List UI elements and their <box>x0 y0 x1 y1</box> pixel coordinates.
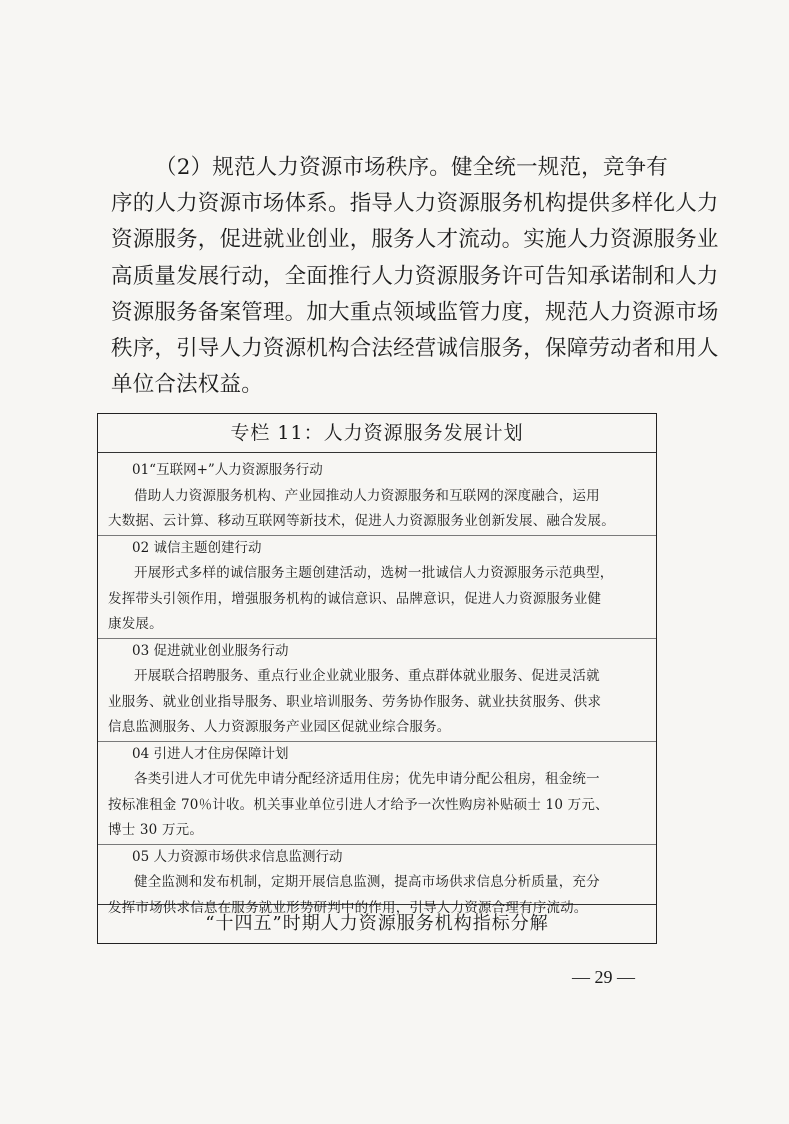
item-text-line: 业服务、就业创业指导服务、职业培训服务、劳务协作服务、就业扶贫服务、供求 <box>108 693 602 710</box>
item-text-line: 大数据、云计算、移动互联网等新技术，促进人力资源服务业创新发展、融合发展。 <box>108 513 615 529</box>
item-heading: 01“互联网+”人力资源服务行动 <box>132 462 323 478</box>
paragraph-line: 高质量发展行动，全面推行人力资源服务许可告知承诺制和人力 <box>111 263 719 289</box>
column-footer-heading: “十四五”时期人力资源服务机构指标分解 <box>205 913 549 934</box>
item-text-line: 开展形式多样的诚信服务主题创建活动，选树一批诚信人力资源服务示范典型， <box>134 565 614 581</box>
item-heading: 03 促进就业创业服务行动 <box>132 642 289 659</box>
item-text-line: 信息监测服务、人力资源服务产业园区促就业综合服务。 <box>108 719 451 735</box>
item-heading: 02 诚信主题创建行动 <box>132 539 262 556</box>
item-text-line: 开展联合招聘服务、重点行业企业就业服务、重点群体就业服务、促进灵活就 <box>134 668 600 684</box>
column-title: 专栏 11：人力资源服务发展计划 <box>98 414 656 453</box>
item-heading: 04 引进人才住房保障计划 <box>132 745 289 762</box>
item-text-line: 借助人力资源服务机构、产业园推动人力资源服务和互联网的深度融合，运用 <box>134 487 600 504</box>
paragraph-line: （2）规范人力资源市场秩序。健全统一规范，竞争有 <box>155 155 668 180</box>
item-heading: 05 人力资源市场供求信息监测行动 <box>132 848 343 865</box>
item-text-line: 各类引进人才可优先申请分配经济适用住房；优先申请分配公租房，租金统一 <box>134 771 600 787</box>
item-text-line: 健全监测和发布机制，定期开展信息监测，提高市场供求信息分析质量，充分 <box>134 874 600 890</box>
page-number: — 29 — <box>572 967 635 987</box>
paragraph-line: 秩序，引导人力资源机构合法经营诚信服务，保障劳动者和用人 <box>111 336 719 362</box>
item-text-line: 发挥带头引领作用，增强服务机构的诚信意识、品牌意识，促进人力资源服务业健 <box>108 590 602 607</box>
column-body <box>98 453 656 916</box>
column-box <box>97 413 657 944</box>
item-text-line: 博士 30 万元。 <box>108 822 204 838</box>
paragraph-line: 资源服务，促进就业创业，服务人才流动。实施人力资源服务业 <box>111 227 719 253</box>
body-paragraph <box>111 150 719 403</box>
paragraph-line: 单位合法权益。 <box>111 372 263 398</box>
item-text-line: 按标准租金 70％计收。机关事业单位引进人才给予一次性购房补贴硕士 10 万元、 <box>108 796 609 813</box>
paragraph-line: 序的人力资源市场体系。指导人力资源服务机构提供多样化人力 <box>111 191 719 217</box>
paragraph-line: 资源服务备案管理。加大重点领域监管力度，规范人力资源市场 <box>111 299 719 325</box>
item-text-line: 发挥市场供求信息在服务就业形势研判中的作用，引导人力资源合理有序流动。 <box>108 899 588 916</box>
item-text-line: 康发展。 <box>108 616 163 632</box>
